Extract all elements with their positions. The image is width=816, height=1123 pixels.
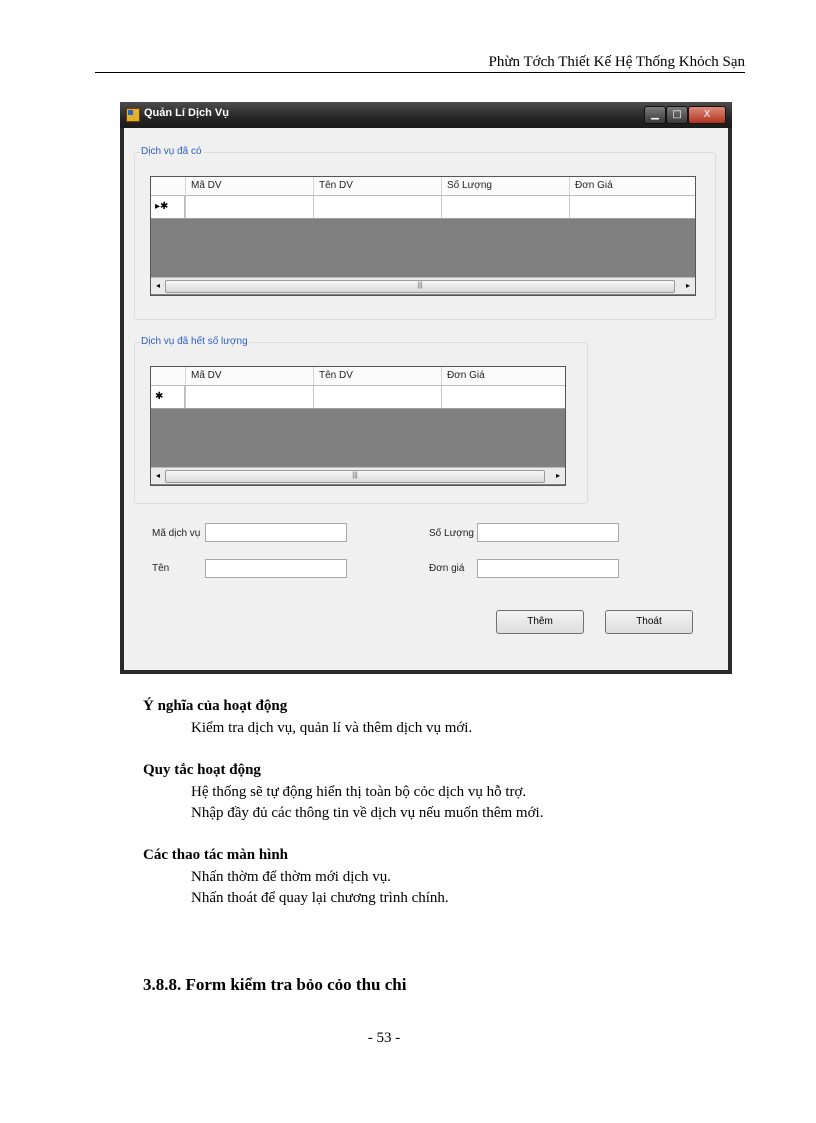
window-title: Quản Lí Dịch Vụ [144, 107, 229, 119]
grid-header [151, 177, 695, 196]
grid-cell[interactable] [313, 386, 441, 408]
row-header-corner [151, 367, 185, 385]
column-header[interactable]: Mã DV [185, 177, 313, 195]
row-header-corner [151, 177, 185, 195]
column-header[interactable]: Tên DV [313, 367, 441, 385]
scroll-right-arrow[interactable]: ▸ [685, 281, 690, 290]
column-header[interactable]: Đơn Giá [569, 177, 695, 195]
column-header[interactable]: Tên DV [313, 177, 441, 195]
window-client-area [124, 128, 728, 670]
grid-cell[interactable] [441, 386, 565, 408]
unit-price-label: Đơn giá [429, 563, 465, 574]
app-icon [126, 108, 140, 122]
page-header: Phừn Tớch Thiết Kế Hệ Thống Khỏch Sạn [95, 52, 745, 73]
rules-line: Hệ thống sẽ tự động hiển thị toàn bộ cỏc dịch vụ hỗ trợ. [191, 784, 527, 800]
title-bar[interactable] [120, 102, 732, 128]
new-row-marker: ✱ [151, 386, 185, 408]
column-header[interactable]: Số Lượng [441, 177, 569, 195]
existing-services-grid[interactable] [150, 176, 696, 296]
grid-cell[interactable] [185, 196, 313, 218]
operations-line: Nhấn thờm để thờm mới dịch vụ. [191, 869, 392, 885]
service-code-input[interactable] [205, 523, 347, 542]
rules-heading: Quy tắc hoạt động [143, 762, 261, 778]
new-row[interactable] [151, 386, 565, 409]
horizontal-scrollbar[interactable] [151, 467, 565, 484]
add-button[interactable]: Thêm [496, 610, 584, 634]
exit-button[interactable]: Thoát [605, 610, 693, 634]
scroll-thumb[interactable]: ||| [165, 280, 675, 293]
section-heading: 3.8.8. Form kiểm tra bỏo cỏo thu chi [143, 975, 407, 994]
operations-line: Nhấn thoát để quay lại chương trình chính. [191, 890, 449, 906]
grid-cell[interactable] [185, 386, 313, 408]
scroll-thumb[interactable]: ||| [165, 470, 545, 483]
grid-cell[interactable] [569, 196, 695, 218]
unit-price-input[interactable] [477, 559, 619, 578]
name-input[interactable] [205, 559, 347, 578]
column-header[interactable]: Đơn Giá [441, 367, 565, 385]
new-row[interactable] [151, 196, 695, 219]
horizontal-scrollbar[interactable] [151, 277, 695, 294]
service-management-window [120, 102, 732, 674]
rules-line: Nhập đầy đủ các thông tin về dịch vụ nếu muốn thêm mới. [191, 805, 544, 821]
out-of-stock-grid[interactable] [150, 366, 566, 486]
grid-cell[interactable] [313, 196, 441, 218]
out-of-stock-label: Dịch vụ đã hết số lượng [141, 336, 248, 347]
scroll-left-arrow[interactable]: ◂ [155, 281, 160, 290]
minimize-button[interactable]: ▁ [644, 106, 666, 124]
operations-heading: Các thao tác màn hình [143, 847, 289, 863]
page-number: - 53 - [367, 1030, 401, 1046]
scroll-left-arrow[interactable]: ◂ [155, 471, 160, 480]
service-code-label: Mã dịch vụ [152, 528, 201, 539]
grid-cell[interactable] [441, 196, 569, 218]
column-header[interactable]: Mã DV [185, 367, 313, 385]
grid-header [151, 367, 565, 386]
close-button[interactable]: X [688, 106, 726, 124]
quantity-input[interactable] [477, 523, 619, 542]
existing-services-label: Dịch vụ đã có [141, 146, 202, 157]
maximize-button[interactable]: □ [666, 106, 688, 124]
new-row-marker: ▸✱ [151, 196, 185, 218]
meaning-heading: Ý nghĩa của hoạt động [143, 698, 288, 714]
scroll-right-arrow[interactable]: ▸ [555, 471, 560, 480]
quantity-label: Số Lượng [429, 528, 474, 539]
meaning-line: Kiểm tra dịch vụ, quản lí và thêm dịch vụ mới. [191, 720, 473, 736]
name-label: Tên [152, 563, 170, 574]
